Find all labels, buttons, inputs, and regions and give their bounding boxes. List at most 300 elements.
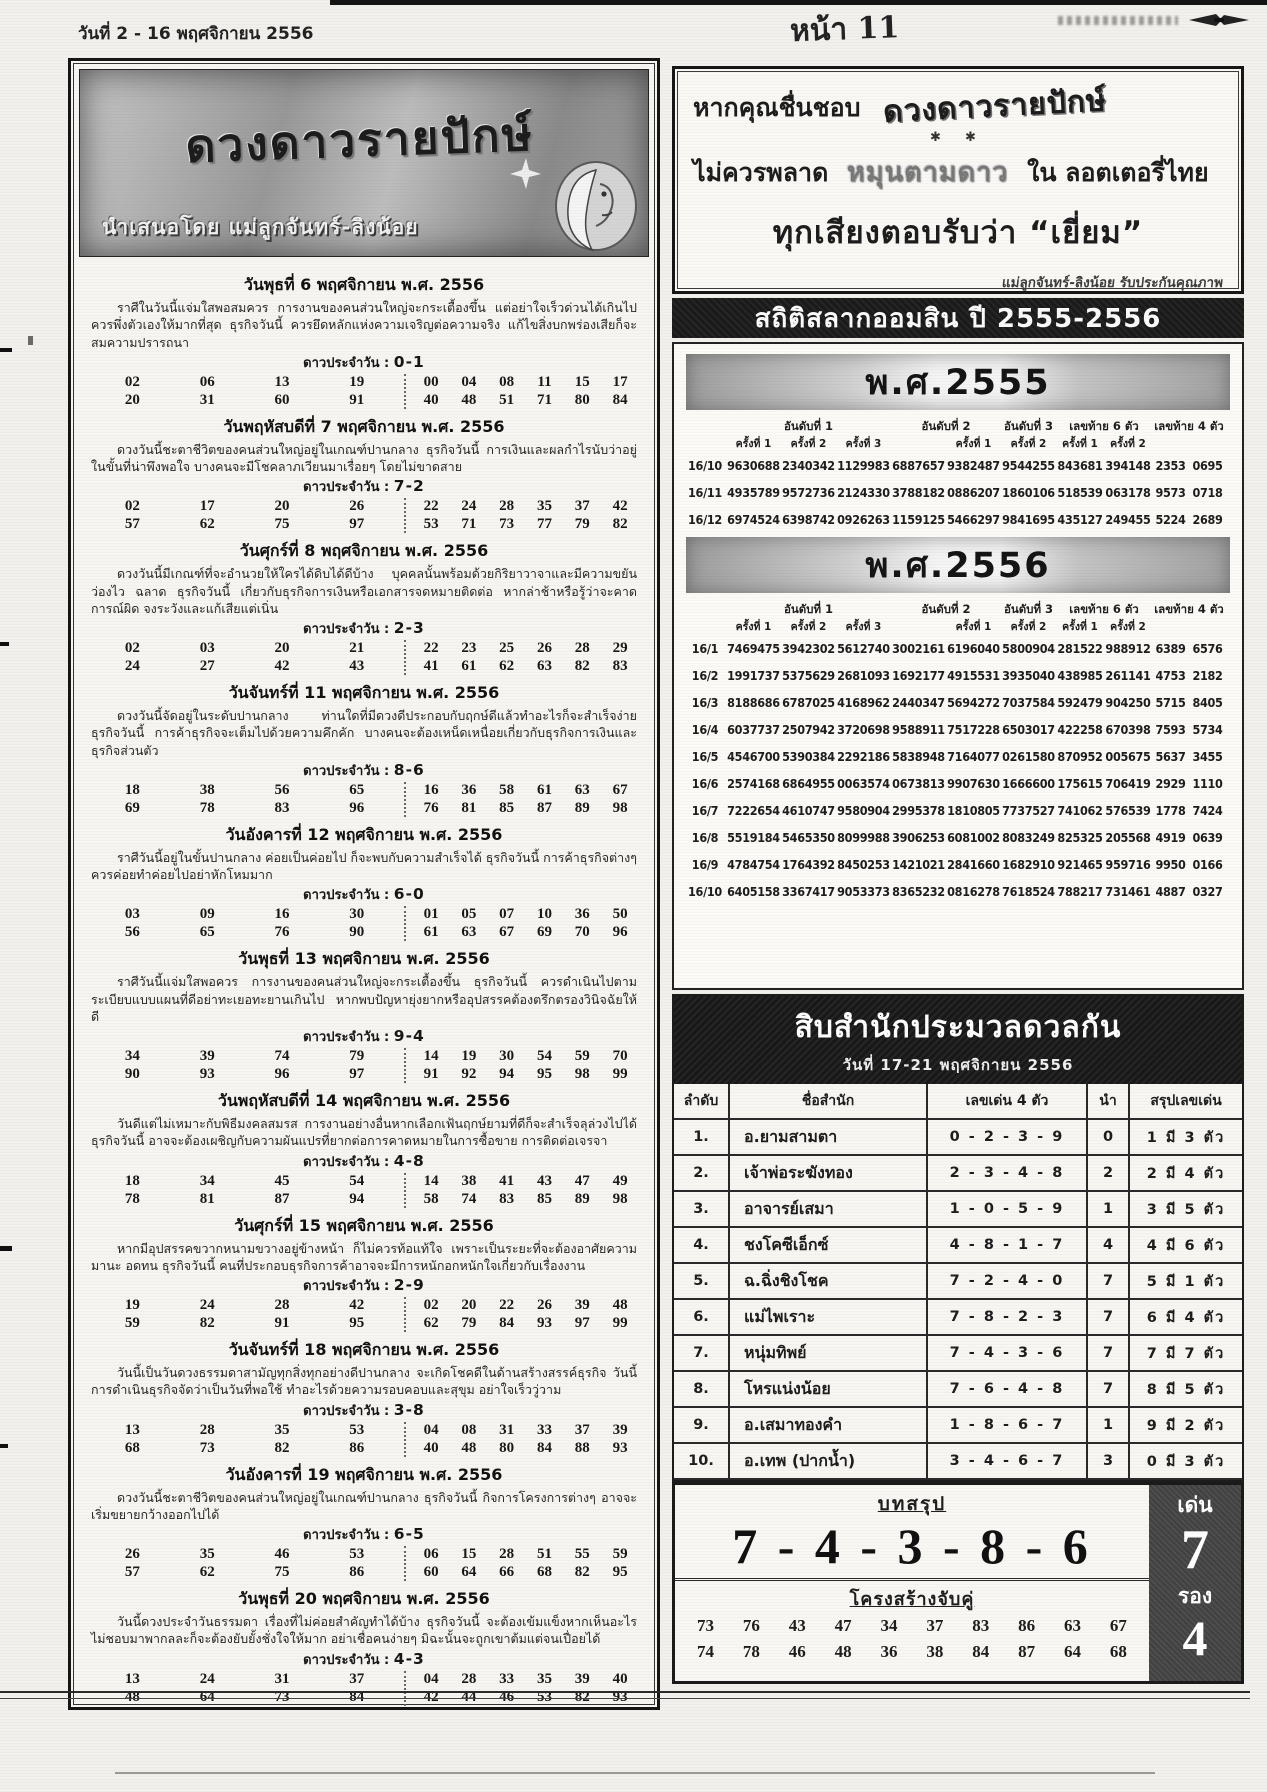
bureau-row-lead: 1 <box>1088 1408 1130 1444</box>
pairs-grid <box>675 1613 1149 1664</box>
stats-value: 422258 <box>1057 722 1103 737</box>
lucky-number: 23 <box>461 640 477 656</box>
stats-value: 1991737 <box>727 668 780 683</box>
bureau-row-name: อ.ยามสามตา <box>730 1120 928 1156</box>
stats-value: 16/10 <box>688 458 722 473</box>
lucky-number: 71 <box>461 516 477 533</box>
bureau-row-summary: 5 มี 1 ตัว <box>1130 1264 1242 1300</box>
section-date-title: วันพุธที่ 20 พฤศจิกายน พ.ศ. 2556 <box>238 1589 490 1608</box>
lucky-number: 84 <box>499 1315 515 1331</box>
stats-sub-header: ครั้งที่ 2 <box>790 621 827 633</box>
lucky-numbers-right <box>404 640 639 675</box>
lucky-number: 15 <box>461 1546 477 1562</box>
bureau-row-lead: 3 <box>1088 1444 1130 1480</box>
lucky-number: 82 <box>274 1439 290 1456</box>
lucky-number: 95 <box>536 1066 552 1082</box>
section-forecast-text: ดวงวันนี้ชะตาชีวิตของคนส่วนใหญ่อยู่ในเกณฑ์ปานกลาง ธุรกิจวันนี้ กิจการโครงการต่างๆ อาจจะเริ่มขยายกว้างออกไปได้ <box>91 1489 637 1522</box>
bureau-row-digits: 4 - 8 - 1 - 7 <box>928 1228 1088 1264</box>
lucky-number: 70 <box>574 924 590 941</box>
lucky-numbers-right <box>404 782 639 817</box>
stats-value: 16/12 <box>688 512 722 527</box>
stats-value: 0695 <box>1192 458 1223 473</box>
stats-value: 394148 <box>1105 458 1151 473</box>
stats-value: 5800904 <box>1002 641 1055 656</box>
stats-value: 7037584 <box>1002 695 1055 710</box>
stats-value: 731461 <box>1105 884 1151 899</box>
bureau-row-digits: 2 - 3 - 4 - 8 <box>928 1156 1088 1192</box>
lucky-number: 06 <box>423 1546 439 1562</box>
stats-value: 7424 <box>1192 803 1223 818</box>
stats-value: 1159125 <box>892 512 945 527</box>
bureau-col-header: เลขเด่น 4 ตัว <box>928 1084 1088 1120</box>
stats-row <box>684 743 1232 770</box>
bureau-row-summary: 3 มี 5 ตัว <box>1130 1192 1242 1228</box>
lucky-number: 08 <box>461 1421 477 1438</box>
summary-title: บทสรุป <box>877 1493 947 1515</box>
stats-sub-header: ครั้งที่ 1 <box>955 438 992 450</box>
stats-group-header: เลขท้าย 4 ตัว <box>1154 602 1224 616</box>
lucky-numbers-left <box>95 1422 404 1457</box>
lucky-number: 29 <box>612 640 628 656</box>
stats-value: 843681 <box>1057 458 1103 473</box>
stats-value: 706419 <box>1105 776 1151 791</box>
daily-section <box>77 415 651 534</box>
bureau-row-no: 1. <box>674 1120 730 1156</box>
star-of-day-label: ดาวประจำวัน : <box>303 888 394 904</box>
stats-value: 3942302 <box>782 641 835 656</box>
lucky-number: 62 <box>199 1564 215 1580</box>
stats-value: 6974524 <box>727 512 780 527</box>
lucky-number: 42 <box>423 1688 439 1705</box>
star-of-day-value: 9-4 <box>393 1027 425 1045</box>
stats-value: 9053373 <box>837 884 890 899</box>
stats-group-header: อันดับที่ 1 <box>783 602 834 616</box>
lucky-number: 74 <box>274 1048 290 1064</box>
lucky-number: 96 <box>612 924 628 941</box>
stats-value: 1692177 <box>892 668 945 683</box>
stats-value: 7517228 <box>947 722 1000 737</box>
stats-value: 261141 <box>1105 668 1151 683</box>
lucky-number: 48 <box>124 1688 140 1705</box>
pair-number: 67 <box>1109 1616 1127 1635</box>
lucky-number: 74 <box>461 1190 477 1207</box>
lucky-number: 47 <box>574 1172 590 1189</box>
stats-value: 1860106 <box>1002 485 1055 500</box>
stats-value: 9382487 <box>947 458 1000 473</box>
lucky-number: 36 <box>461 781 477 798</box>
lucky-number: 59 <box>124 1315 140 1331</box>
lucky-number: 38 <box>461 1172 477 1189</box>
stats-value: 175615 <box>1057 776 1103 791</box>
section-date-title: วันศุกร์ที่ 15 พฤศจิกายน พ.ศ. 2556 <box>234 1215 494 1235</box>
stats-value: 9580904 <box>837 803 890 818</box>
lucky-number: 31 <box>499 1421 515 1438</box>
pair-number: 64 <box>1064 1641 1081 1661</box>
lucky-number: 01 <box>423 906 439 923</box>
section-forecast-text: ราศีวันนี้อยู่ในขั้นปานกลาง ค่อยเป็นค่อยไป ก็จะพบกับความสำเร็จได้ ธุรกิจวันนี้ การค้าธุรกิจต่างๆ ควรค่อยทำค่อยไปอย่าหักโหมมาก <box>91 849 637 882</box>
stats-value: 1778 <box>1155 803 1186 818</box>
lucky-number: 91 <box>349 391 365 408</box>
lucky-number: 93 <box>612 1688 628 1705</box>
lucky-numbers-left <box>95 906 404 941</box>
lucky-number: 97 <box>574 1315 590 1331</box>
bureau-row-name: อ.เทพ (ปากน้ำ) <box>730 1444 928 1480</box>
bureau-row-summary: 4 มี 6 ตัว <box>1130 1228 1242 1264</box>
masthead-byline: นำเสนอโดย แม่ลูกจันทร์-ลิงน้อย <box>102 215 419 239</box>
stats-value: 5694272 <box>947 695 1000 710</box>
lucky-number: 30 <box>499 1048 515 1064</box>
lucky-number: 97 <box>349 516 365 533</box>
stats-value: 2995378 <box>892 803 945 818</box>
bureau-title: สิบสำนักประมวลดวลกัน <box>794 1010 1122 1045</box>
stats-value: 0166 <box>1192 857 1223 872</box>
bureau-row-lead: 1 <box>1088 1192 1130 1228</box>
stats-value: 8365232 <box>892 884 945 899</box>
lucky-number: 79 <box>349 1048 365 1064</box>
star-of-day-value: 6-0 <box>393 885 425 904</box>
stats-value: 6398742 <box>782 512 835 527</box>
lucky-number: 76 <box>423 799 439 816</box>
section-date-title: วันพุธที่ 6 พฤศจิกายน พ.ศ. 2556 <box>243 275 485 294</box>
lucky-number: 24 <box>124 658 140 674</box>
bureau-row-name: เจ้าพ่อระฆังทอง <box>730 1156 928 1192</box>
stats-value: 3788182 <box>892 485 945 500</box>
lucky-number: 02 <box>423 1297 439 1313</box>
lucky-number: 44 <box>461 1688 477 1705</box>
lucky-number: 80 <box>499 1439 515 1456</box>
lucky-number: 40 <box>423 391 439 408</box>
lucky-number: 41 <box>499 1172 515 1189</box>
stats-value: 592479 <box>1057 695 1103 710</box>
section-forecast-text: วันนี้เป็นวันดวงธรรมดาสามัญทุกสิ่งทุกอย่างดีปานกลาง จะเกิดโชคดีในด้านสร้างสรรค์ธุรกิจ วันนี้ การดำเนินธุรกิจจัดว่าเป็นวันที่พอใช้ ทำอะไรด้วยความรอบคอบและสุขุม อย่าใจเร็ววู่วาม <box>91 1365 637 1398</box>
stats-value: 825325 <box>1057 830 1103 845</box>
stats-group-header-row <box>684 599 1232 619</box>
promo-line2-prefix: ไม่ควรพลาด <box>693 158 829 187</box>
stats-value: 5375629 <box>782 668 835 683</box>
lucky-number: 61 <box>423 924 439 941</box>
stats-value: 16/11 <box>688 485 722 500</box>
lucky-number: 86 <box>349 1564 365 1580</box>
stats-value: 16/3 <box>691 695 719 710</box>
stats-sub-header: ครั้งที่ 3 <box>845 438 882 450</box>
lucky-number: 53 <box>349 1421 365 1438</box>
pair-number: 76 <box>742 1616 760 1635</box>
stats-value: 988912 <box>1105 641 1151 656</box>
daily-section <box>77 1089 651 1208</box>
lucky-number: 08 <box>499 373 515 390</box>
pair-number: 73 <box>697 1616 714 1635</box>
lucky-number: 43 <box>349 658 365 674</box>
bureau-row-name: โหรแน่งน้อย <box>730 1372 928 1408</box>
stats-value: 6576 <box>1192 641 1223 656</box>
bureau-row-no: 4. <box>674 1228 730 1264</box>
lucky-number: 24 <box>199 1297 215 1313</box>
stats-value: 16/9 <box>691 857 719 872</box>
lucky-number: 71 <box>536 391 552 408</box>
star-of-day-label: ดาวประจำวัน : <box>303 763 394 779</box>
stats-value: 005675 <box>1105 749 1151 764</box>
section-date-title: วันพฤหัสบดีที่ 14 พฤศจิกายน พ.ศ. 2556 <box>217 1091 511 1110</box>
daily-section <box>77 539 651 675</box>
star-of-day-label: ดาวประจำวัน : <box>303 1030 394 1045</box>
lucky-number: 57 <box>124 1564 140 1580</box>
lucky-number: 78 <box>199 799 215 816</box>
pair-number: 84 <box>972 1641 990 1661</box>
daily-section <box>77 823 651 942</box>
lucky-numbers-right <box>404 1422 639 1457</box>
stats-value: 5390384 <box>782 749 835 764</box>
pair-number: 46 <box>788 1641 806 1661</box>
lucky-number: 42 <box>612 498 628 515</box>
lucky-number: 99 <box>612 1315 628 1331</box>
daily-section <box>77 1587 651 1706</box>
lucky-number: 73 <box>274 1688 290 1705</box>
pair-row <box>675 1613 1149 1639</box>
stats-value: 7737527 <box>1002 803 1055 818</box>
bureau-row-no: 8. <box>674 1372 730 1408</box>
lucky-numbers-left <box>95 1173 404 1208</box>
stats-value: 904250 <box>1105 695 1151 710</box>
stats-value: 16/5 <box>691 749 719 764</box>
stats-value: 063178 <box>1105 485 1151 500</box>
stats-value: 1129983 <box>837 458 890 473</box>
lucky-number: 35 <box>274 1421 290 1438</box>
stats-value: 8450253 <box>837 857 890 872</box>
star-of-day-line <box>77 352 651 373</box>
lucky-number: 68 <box>536 1564 552 1580</box>
bureau-row-no: 9. <box>674 1408 730 1444</box>
daily-section <box>77 1214 651 1333</box>
lucky-number: 87 <box>536 799 552 816</box>
stats-value: 5612740 <box>837 641 890 656</box>
page-number-handwritten: หน้า 11 <box>789 10 900 49</box>
pair-number: 38 <box>926 1641 944 1661</box>
lucky-number: 37 <box>574 1421 590 1438</box>
stats-value: 2507942 <box>782 722 835 737</box>
lucky-number: 63 <box>536 658 552 674</box>
stats-value: 4753 <box>1155 668 1186 683</box>
bureau-row-digits: 7 - 2 - 4 - 0 <box>928 1264 1088 1300</box>
promo-box <box>672 66 1244 294</box>
rong-label: รอง <box>1177 1584 1213 1608</box>
bureau-row-name: หนุ่มทิพย์ <box>730 1336 928 1372</box>
promo-brand-duangdao: ดวงดาวรายปักษ์ <box>882 83 1108 130</box>
stats-value: 576539 <box>1105 803 1151 818</box>
summary-left <box>675 1485 1149 1681</box>
stats-value: 205568 <box>1105 830 1151 845</box>
summary-divider <box>675 1578 1149 1581</box>
lucky-number: 68 <box>124 1439 140 1456</box>
lucky-number: 63 <box>574 781 590 798</box>
stats-value: 788217 <box>1057 884 1103 899</box>
lucky-number: 88 <box>574 1439 590 1456</box>
lucky-number: 28 <box>274 1297 290 1313</box>
stats-value: 0673813 <box>892 776 945 791</box>
stats-group-header: อันดับที่ 3 <box>1003 419 1054 433</box>
lucky-number: 39 <box>574 1297 590 1313</box>
lucky-number: 28 <box>499 1546 515 1562</box>
stats-value: 2681093 <box>837 668 890 683</box>
stats-value: 9544255 <box>1002 458 1055 473</box>
lucky-number: 48 <box>461 1439 477 1456</box>
lucky-number: 56 <box>124 924 140 941</box>
stats-value: 2929 <box>1155 776 1186 791</box>
lucky-number: 67 <box>612 781 628 798</box>
stats-row <box>684 635 1232 662</box>
lucky-number: 66 <box>499 1564 515 1580</box>
promo-line2 <box>693 150 1223 193</box>
lucky-number: 58 <box>423 1190 439 1207</box>
bureau-row-no: 3. <box>674 1192 730 1228</box>
lucky-number: 10 <box>536 906 552 923</box>
scan-artifact <box>0 1444 8 1448</box>
stats-group-header: เลขท้าย 4 ตัว <box>1154 419 1224 433</box>
pair-number: 83 <box>972 1616 990 1635</box>
lucky-number: 35 <box>536 498 552 515</box>
pair-number: 48 <box>834 1641 852 1661</box>
lucky-number: 59 <box>574 1048 590 1064</box>
lucky-number: 56 <box>274 781 290 798</box>
star-of-day-value: 2-9 <box>393 1276 425 1294</box>
bureau-row-no: 10. <box>674 1444 730 1480</box>
stats-value: 4935789 <box>727 485 780 500</box>
star-of-day-label: ดาวประจำวัน : <box>303 622 394 637</box>
lucky-number: 26 <box>349 498 365 515</box>
stats-value: 4919 <box>1155 830 1186 845</box>
lucky-number: 50 <box>612 906 628 923</box>
lucky-number: 18 <box>124 781 140 798</box>
lucky-number: 36 <box>574 906 590 923</box>
lucky-number: 37 <box>349 1670 365 1687</box>
page-date: วันที่ 2 - 16 พฤศจิกายน 2556 <box>78 24 314 44</box>
lucky-number: 20 <box>124 391 140 408</box>
stats-value: 1421021 <box>892 857 945 872</box>
lucky-number: 26 <box>124 1546 140 1562</box>
lucky-number: 14 <box>423 1172 439 1189</box>
lucky-number: 20 <box>461 1297 477 1313</box>
bureau-row-summary: 1 มี 3 ตัว <box>1130 1120 1242 1156</box>
promo-line2-suffix: ใน ลอตเตอรี่ไทย <box>1027 158 1209 187</box>
stats-sub-header: ครั้งที่ 1 <box>1062 621 1098 633</box>
lucky-number: 05 <box>461 906 477 923</box>
lucky-numbers-right <box>404 1297 639 1332</box>
stats-row <box>684 479 1232 506</box>
bureau-row-summary: 9 มี 2 ตัว <box>1130 1408 1242 1444</box>
stats-value: 3906253 <box>892 830 945 845</box>
lucky-number: 20 <box>274 498 290 515</box>
stats-group-header-row <box>684 416 1232 436</box>
scan-artifact <box>0 642 9 646</box>
lucky-number: 39 <box>199 1048 215 1064</box>
lucky-number: 33 <box>536 1421 552 1438</box>
bureau-header <box>674 996 1242 1084</box>
lucky-numbers-grid <box>77 639 651 675</box>
stats-value: 5519184 <box>727 830 780 845</box>
lucky-numbers-grid <box>77 1421 651 1457</box>
star-of-day-line <box>77 1524 651 1545</box>
bureau-row-digits: 1 - 0 - 5 - 9 <box>928 1192 1088 1228</box>
stats-value: 3455 <box>1192 749 1223 764</box>
lucky-number: 84 <box>536 1439 552 1456</box>
bureau-row-name: อ.เสมาทองคำ <box>730 1408 928 1444</box>
lucky-number: 22 <box>499 1297 515 1313</box>
stats-value: 9573 <box>1155 485 1186 500</box>
top-edge-rule <box>330 0 1267 5</box>
lucky-number: 94 <box>499 1066 515 1082</box>
lucky-number: 64 <box>199 1688 215 1705</box>
bureau-row-summary: 8 มี 5 ตัว <box>1130 1372 1242 1408</box>
star-of-day-line <box>77 760 651 781</box>
stats-value: 3002161 <box>892 641 945 656</box>
section-date-title: วันจันทร์ที่ 11 พฤศจิกายน พ.ศ. 2556 <box>228 683 500 702</box>
lion-illustration-icon <box>504 140 644 252</box>
bureau-row-lead: 7 <box>1088 1336 1130 1372</box>
stats-value: 7618524 <box>1002 884 1055 899</box>
stats-value: 0926263 <box>837 512 890 527</box>
stats-value: 16/7 <box>691 803 719 818</box>
lucky-number: 16 <box>274 906 290 923</box>
den-value: 7 <box>1181 1519 1209 1581</box>
lucky-number: 14 <box>423 1048 439 1064</box>
stats-value: 5465350 <box>782 830 835 845</box>
bureau-row-lead: 2 <box>1088 1156 1130 1192</box>
stats-value: 2292186 <box>837 749 890 764</box>
stats-value: 16/4 <box>691 722 719 737</box>
lucky-number: 67 <box>499 924 515 941</box>
lucky-number: 92 <box>461 1066 477 1082</box>
summary-numbers: 7 - 4 - 3 - 8 - 6 <box>732 1518 1092 1574</box>
lucky-numbers-left <box>95 1671 404 1706</box>
stats-value: 0639 <box>1192 830 1223 845</box>
bureau-row-summary: 0 มี 3 ตัว <box>1130 1444 1242 1480</box>
lucky-numbers-right <box>404 1173 639 1208</box>
stats-value: 2841660 <box>947 857 1000 872</box>
lucky-number: 38 <box>199 781 215 798</box>
lucky-number: 91 <box>423 1066 439 1082</box>
section-date-title: วันศุกร์ที่ 8 พฤศจิกายน พ.ศ. 2556 <box>239 541 489 561</box>
lucky-numbers-left <box>95 1048 404 1083</box>
section-date-title: วันพฤหัสบดีที่ 7 พฤศจิกายน พ.ศ. 2556 <box>223 416 505 436</box>
lucky-number: 16 <box>423 781 439 798</box>
daily-section <box>77 1338 651 1457</box>
lucky-number: 57 <box>124 516 140 533</box>
stats-value: 5838948 <box>892 749 945 764</box>
lucky-number: 65 <box>199 924 215 941</box>
lucky-numbers-grid <box>77 373 651 409</box>
lucky-number: 62 <box>199 516 215 533</box>
stats-value: 6389 <box>1155 641 1186 656</box>
lucky-number: 82 <box>574 1564 590 1580</box>
lucky-numbers-right <box>404 1671 639 1706</box>
stats-value: 959716 <box>1105 857 1151 872</box>
star-of-day-value: 0-1 <box>393 352 425 371</box>
stats-sub-header-row <box>684 436 1232 452</box>
stats-value: 5637 <box>1155 749 1186 764</box>
stats-value: 6405158 <box>727 884 780 899</box>
bureau-row-summary: 7 มี 7 ตัว <box>1130 1336 1242 1372</box>
masthead <box>79 69 649 257</box>
stats-value: 7593 <box>1155 722 1186 737</box>
stats-year-band: พ.ศ.2555 <box>686 354 1230 410</box>
lucky-number: 86 <box>349 1439 365 1456</box>
star-of-day-label: ดาวประจำวัน : <box>303 1279 394 1294</box>
section-date-title: วันจันทร์ที่ 18 พฤศจิกายน พ.ศ. 2556 <box>228 1340 500 1359</box>
lucky-numbers-grid <box>77 781 651 817</box>
bureau-subtitle: วันที่ 17-21 พฤศจิกายน 2556 <box>842 1056 1074 1074</box>
stats-box <box>672 342 1244 990</box>
lucky-number: 95 <box>612 1564 628 1580</box>
stats-value: 7222654 <box>727 803 780 818</box>
